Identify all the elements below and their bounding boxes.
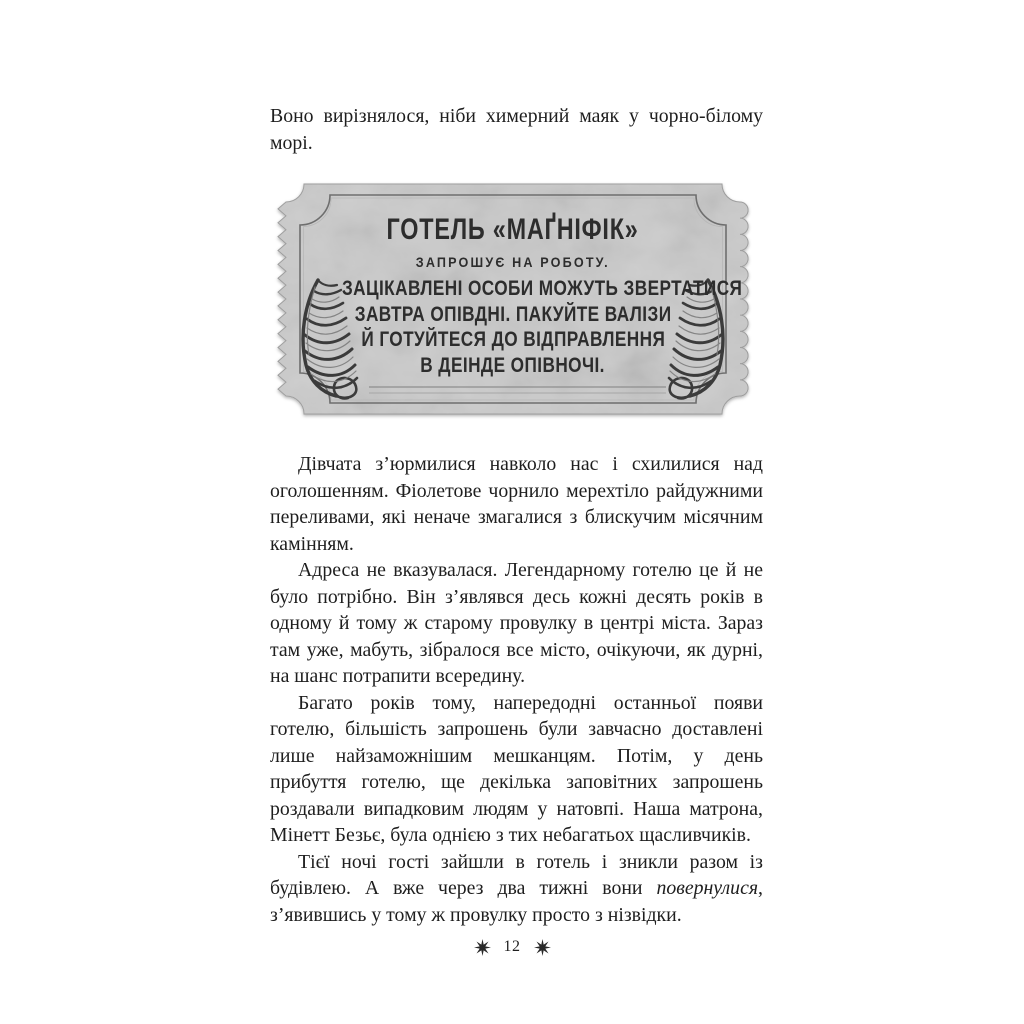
ticket-body-line-text: Й ГОТУЙТЕСЯ ДО ВІДПРАВЛЕННЯ [361, 328, 665, 351]
ticket-text [298, 184, 743, 414]
ticket-subtitle [298, 254, 728, 270]
text-run: , з’явившись у тому ж провулку просто з нізвідки. [270, 877, 763, 926]
star-ornament-left [474, 939, 491, 956]
ticket-body-line-text: В ДЕІНДЕ ОПІВНОЧІ. [420, 353, 606, 377]
ticket-body-line-text: ЗАЦІКАВЛЕНІ ОСОБИ МОЖУТЬ ЗВЕРТАТИСЯ [341, 277, 743, 300]
ticket-subtitle-text: ЗАПРОШУЄ НА РОБОТУ. [415, 254, 610, 270]
text-run: Воно вирізнялося, ніби химерний маяк у чорно-білому морі. [270, 105, 763, 154]
paragraph [270, 690, 763, 849]
page-footer [0, 936, 1024, 958]
ticket-body-line [298, 302, 728, 328]
text-run: Багато років тому, напередодні останньої появи готелю, більшість запрошень були завчасно доставлені лише найзаможнішим мешканцям. Потім, у день прибуття готелю, ще декілька заповітних запрошень роздавали випадковим людям у натовпі. Наша матрона, Мінетт Безьє, була однією з тих небагатьох щасливчиків. [270, 691, 763, 846]
ticket-title [298, 213, 728, 247]
star-ornament-right [534, 939, 551, 956]
invitation-ticket [278, 184, 748, 414]
paragraph-block-top [270, 103, 763, 156]
ticket-body-line [298, 327, 728, 353]
text-run: Дівчата з’юрмилися навколо нас і схилилися над оголошенням. Фіолетове чорнило мерехтіло райдужними переливами, які неначе змагалися з блискучим місячним камінням. [270, 453, 763, 555]
paragraph [270, 451, 763, 557]
paragraph [270, 849, 763, 929]
ticket-title-text: ГОТЕЛЬ «МАҐНІФІК» [386, 213, 640, 246]
paragraph [270, 103, 763, 156]
italic-text: повернулися [656, 877, 759, 899]
text-run: Тієї ночі гості зайшли в готель і зникли разом із будівлею. А вже через два тижні вони [270, 850, 763, 899]
ticket-body [298, 276, 743, 378]
page-number: 12 [503, 938, 521, 955]
ticket-body-line [298, 276, 743, 302]
paragraph [270, 557, 763, 690]
ticket-body-line-text: ЗАВТРА ОПІВДНІ. ПАКУЙТЕ ВАЛІЗИ [354, 302, 672, 326]
text-run: Адреса не вказувалася. Легендарному готелю це й не було потрібно. Він з’являвся десь кожні десять років в одному й тому ж старому провулку в центрі міста. Зараз там уже, мабуть, зібралося все місто, очікуючи, як дурні, на шанс потрапити всередину. [270, 559, 763, 687]
paragraph-block-main [270, 451, 763, 928]
ticket-body-line [298, 353, 728, 379]
